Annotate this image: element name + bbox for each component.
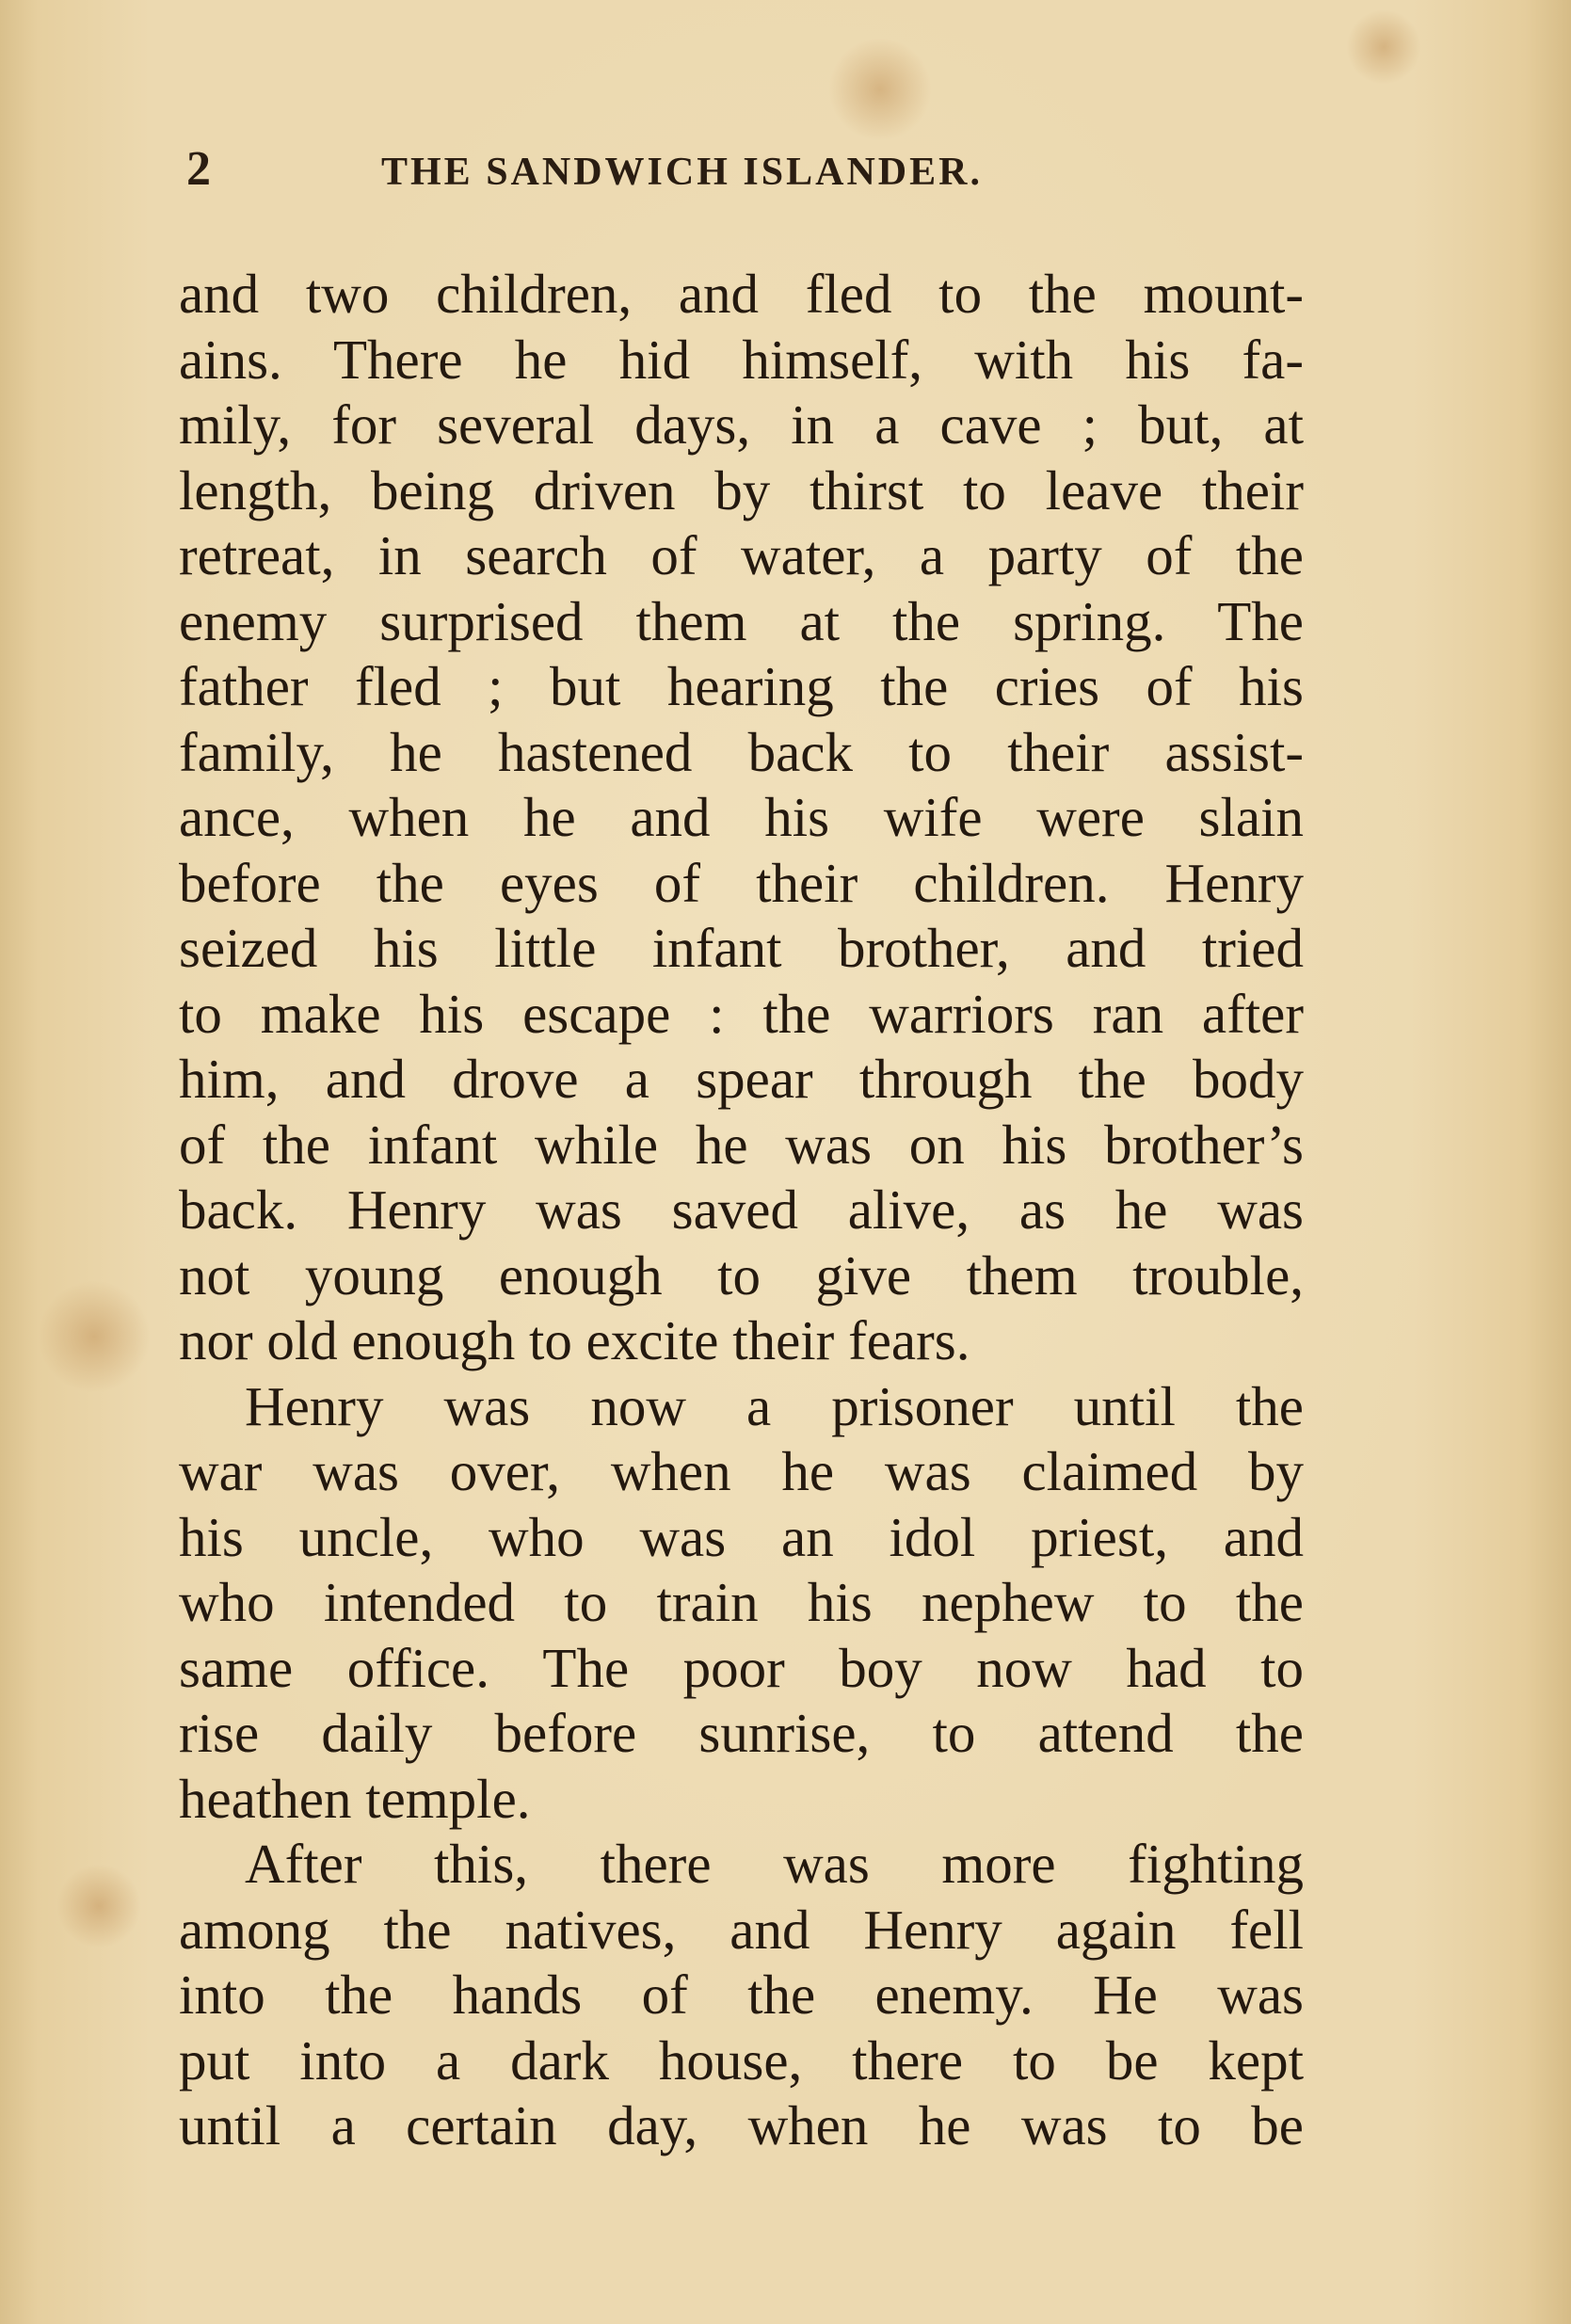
text-line: heathen temple.: [179, 1767, 531, 1830]
text-line: into the hands of the enemy. He was: [179, 1963, 1304, 2026]
paragraph: [179, 1374, 1304, 1833]
text-line: him, and drove a spear through the body: [179, 1048, 1304, 1110]
text-line: nor old enough to excite their fears.: [179, 1309, 970, 1371]
text-line: ains. There he hid himself, with his fa-: [179, 328, 1304, 391]
text-line: put into a dark house, there to be kept: [179, 2028, 1304, 2092]
body-text: [179, 262, 1304, 2159]
text-line: Henry was now a prisoner until the: [245, 1374, 1304, 1437]
text-line: same office. The poor boy now had to: [179, 1636, 1304, 1699]
running-head: [179, 132, 1337, 198]
foxing-stain: [1346, 9, 1421, 85]
foxing-stain: [38, 1280, 151, 1393]
text-line: and two children, and fled to the mount-: [179, 263, 1304, 325]
text-line: to make his escape : the warriors ran after: [179, 982, 1304, 1045]
page-number: 2: [186, 142, 211, 196]
text-line: ance, when he and his wife were slain: [179, 786, 1304, 848]
text-line: until a certain day, when he was to be: [179, 2094, 1304, 2156]
text-line: length, being driven by thirst to leave their: [179, 458, 1304, 521]
text-line: back. Henry was saved alive, as he was: [179, 1178, 1304, 1241]
paragraph: [179, 262, 1304, 1374]
text-line: After this, there was more fighting: [245, 1833, 1304, 1895]
text-line: father fled ; but hearing the cries of his: [179, 655, 1304, 717]
text-line: of the infant while he was on his brother’s: [179, 1113, 1304, 1176]
foxing-stain: [828, 38, 932, 141]
text-line: rise daily before sunrise, to attend the: [179, 1702, 1304, 1764]
text-line: family, he hastened back to their assist-: [179, 720, 1304, 783]
text-line: retreat, in search of water, a party of the: [179, 524, 1304, 586]
text-line: not young enough to give them trouble,: [179, 1243, 1304, 1306]
text-line: war was over, when he was claimed by: [179, 1440, 1304, 1502]
foxing-stain: [56, 1864, 141, 1948]
text-line: among the natives, and Henry again fell: [179, 1898, 1304, 1961]
text-line: before the eyes of their children. Henry: [179, 851, 1304, 914]
text-line: who intended to train his nephew to the: [179, 1571, 1304, 1633]
text-line: seized his little infant brother, and tried: [179, 917, 1304, 979]
paragraph: [179, 1832, 1304, 2159]
text-line: his uncle, who was an idol priest, and: [179, 1505, 1304, 1568]
text-line: enemy surprised them at the spring. The: [179, 589, 1304, 652]
text-line: mily, for several days, in a cave ; but, at: [179, 393, 1304, 456]
header-title: THE SANDWICH ISLANDER.: [381, 151, 983, 194]
